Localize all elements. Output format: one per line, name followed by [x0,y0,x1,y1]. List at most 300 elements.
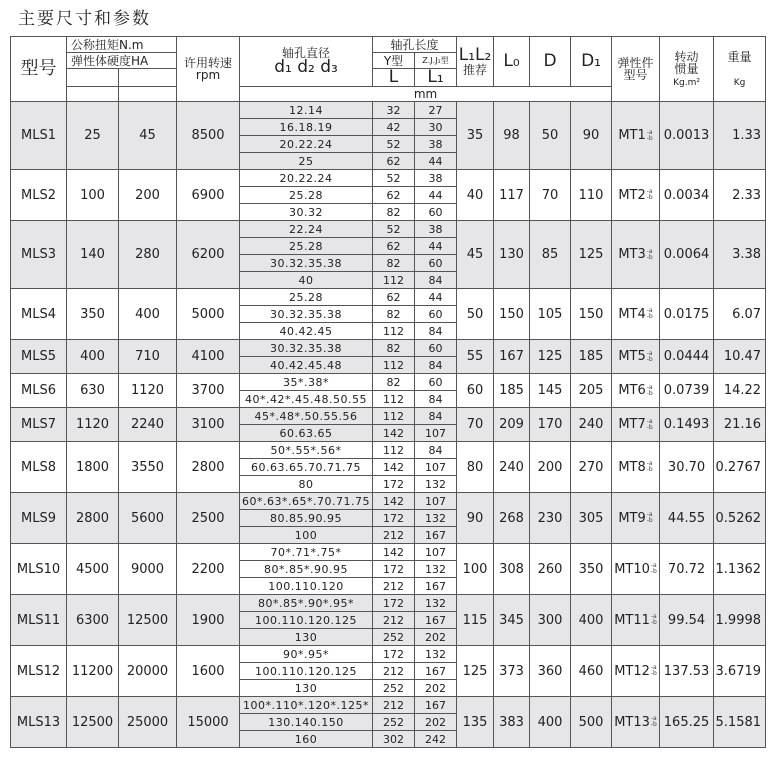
bore-length-l1-cell: 132 [415,561,457,578]
l0-cell: 150 [494,289,530,340]
bore-diameter-cell: 25.28 [240,187,373,204]
bore-length-l1-cell: 167 [415,697,457,714]
bore-length-l1-cell: 202 [415,629,457,646]
bore-length-l1-cell: 60 [415,255,457,272]
model-cell: MLS4 [11,289,67,340]
bore-length-l-cell: 62 [373,289,415,306]
elastic-model-label: MT4 [618,306,646,322]
l1l2-cell: 70 [457,408,494,442]
l1l2-cell: 60 [457,374,494,408]
header-d: D [530,37,571,87]
bore-length-l-cell: 142 [373,425,415,442]
header-weight-label: 重量 [727,49,752,64]
weight-cell: 5.1581 [714,697,766,748]
bore-length-l1-cell: 60 [415,374,457,391]
bore-length-l1-cell: 27 [415,102,457,119]
table-row [11,374,766,391]
header-l1: L₁ [415,69,457,87]
hardness-cell: 12500 [119,595,177,646]
torque-cell: 100 [67,170,119,221]
torque-cell: 1800 [67,442,119,493]
bore-length-l1-cell: 44 [415,289,457,306]
elastic-model-cell [612,595,660,646]
l0-cell: 240 [494,442,530,493]
bore-diameter-cell: 30.32.35.38 [240,255,373,272]
bore-length-l-cell: 172 [373,476,415,493]
l1l2-cell: 90 [457,493,494,544]
model-cell: MLS6 [11,374,67,408]
inertia-cell: 165.25 [660,697,714,748]
torque-cell: 2800 [67,493,119,544]
elastic-model-label: MT12 [614,663,650,679]
model-cell: MLS2 [11,170,67,221]
hardness-cell: 5600 [119,493,177,544]
inertia-cell: 70.72 [660,544,714,595]
bore-diameter-cell: 160 [240,731,373,748]
header-elastic-model [612,37,660,102]
weight-cell: 0.5262 [714,493,766,544]
bore-diameter-cell: 100.110.120.125 [240,663,373,680]
hardness-cell: 45 [119,102,177,170]
bore-length-l1-cell: 132 [415,510,457,527]
bore-diameter-cell: 22.24 [240,221,373,238]
l1l2-cell: 135 [457,697,494,748]
bore-length-l1-cell: 84 [415,391,457,408]
elastic-model-cell [612,102,660,170]
elastic-suffix [647,351,653,363]
bore-diameter-cell: 30.32 [240,204,373,221]
suffix-a: -a [646,307,653,314]
elastic-model-cell [612,408,660,442]
speed-cell: 1900 [177,595,240,646]
suffix-a: -a [646,188,653,195]
header-elastic-2: 型号 [623,68,648,82]
speed-cell: 2500 [177,493,240,544]
suffix-a: -a [646,511,653,518]
model-cell: MLS9 [11,493,67,544]
elastic-model-cell [612,289,660,340]
l1l2-cell: 45 [457,221,494,289]
table-row [11,493,766,510]
bore-length-l1-cell: 107 [415,544,457,561]
bore-diameter-cell: 30.32.35.38 [240,306,373,323]
suffix-b: -b [646,389,653,397]
elastic-model-cell [612,170,660,221]
l0-cell: 345 [494,595,530,646]
table-row [11,646,766,663]
weight-cell: 21.16 [714,408,766,442]
d1-cell: 500 [571,697,612,748]
bore-length-l-cell: 112 [373,391,415,408]
spec-table [10,36,766,748]
d1-cell: 460 [571,646,612,697]
elastic-model-cell [612,697,660,748]
bore-length-l1-cell: 44 [415,187,457,204]
bore-length-l-cell: 212 [373,697,415,714]
hardness-cell: 20000 [119,646,177,697]
d1-cell: 110 [571,170,612,221]
hardness-cell: 3550 [119,442,177,493]
model-cell: MLS3 [11,221,67,289]
elastic-suffix [647,249,653,261]
elastic-model-cell [612,493,660,544]
header-inertia-2: 惯量 [674,61,699,76]
elastic-suffix [651,716,657,728]
speed-cell: 5000 [177,289,240,340]
elastic-suffix [651,563,657,575]
bore-diameter-cell: 40*.42*.45.48.50.55 [240,391,373,408]
bore-diameter-cell: 130.140.150 [240,714,373,731]
header-speed-label: 许用转速 [184,56,233,70]
elastic-model-label: MT1 [618,128,646,143]
weight-cell: 10.47 [714,340,766,374]
bore-length-l-cell: 62 [373,153,415,170]
bore-length-l-cell: 112 [373,323,415,340]
weight-cell: 3.38 [714,221,766,289]
bore-length-l1-cell: 60 [415,204,457,221]
suffix-b: -b [646,194,653,201]
header-l1l2 [457,37,494,87]
header-recommend: 推荐 [463,63,488,77]
table-row [11,221,766,238]
bore-diameter-cell: 25.28 [240,238,373,255]
bore-length-l1-cell: 167 [415,578,457,595]
bore-diameter-cell: 100*.110*.120*.125* [240,697,373,714]
suffix-a: -a [650,562,657,569]
inertia-cell: 137.53 [660,646,714,697]
speed-cell: 2200 [177,544,240,595]
bore-length-l-cell: 142 [373,493,415,510]
bore-length-l1-cell: 84 [415,323,457,340]
header-bore-len: 轴孔长度 [373,37,457,53]
d1-cell: 240 [571,408,612,442]
hardness-cell: 710 [119,340,177,374]
bore-length-l-cell: 82 [373,204,415,221]
bore-length-l1-cell: 132 [415,646,457,663]
bore-length-l1-cell: 84 [415,408,457,425]
bore-length-l1-cell: 167 [415,612,457,629]
weight-cell: 3.6719 [714,646,766,697]
bore-length-l1-cell: 60 [415,340,457,357]
header-weight-unit: Kg [733,77,746,88]
suffix-a: -a [646,383,653,391]
bore-length-l-cell: 172 [373,561,415,578]
model-cell: MLS11 [11,595,67,646]
d-cell: 125 [530,340,571,374]
l0-cell: 185 [494,374,530,408]
bore-length-l1-cell: 107 [415,459,457,476]
header-inertia [660,37,714,102]
bore-length-l-cell: 212 [373,578,415,595]
header-blank-4 [119,87,177,102]
header-l0: L₀ [494,37,530,87]
suffix-a: -a [650,613,657,620]
bore-diameter-cell: 20.22.24 [240,170,373,187]
l1l2-cell: 80 [457,442,494,493]
bore-diameter-cell: 60.63.65.70.71.75 [240,459,373,476]
l1l2-cell: 40 [457,170,494,221]
header-l1l2-label: L₁L₂ [458,45,492,65]
bore-length-l-cell: 252 [373,714,415,731]
bore-length-l-cell: 302 [373,731,415,748]
torque-cell: 630 [67,374,119,408]
d1-cell: 350 [571,544,612,595]
d-cell: 260 [530,544,571,595]
speed-cell: 3100 [177,408,240,442]
bore-length-l-cell: 52 [373,221,415,238]
l1l2-cell: 115 [457,595,494,646]
suffix-b: -b [646,313,653,320]
elastic-model-label: MT3 [618,247,646,262]
d-cell: 200 [530,442,571,493]
bore-diameter-cell: 60*.63*.65*.70.71.75 [240,493,373,510]
header-torque: 公称扭矩N.m [67,37,177,53]
bore-length-l1-cell: 132 [415,595,457,612]
header-model: 型号 [11,37,67,102]
weight-cell: 6.07 [714,289,766,340]
speed-cell: 6900 [177,170,240,221]
bore-length-l1-cell: 38 [415,136,457,153]
d-cell: 170 [530,408,571,442]
model-cell: MLS1 [11,102,67,170]
bore-length-l-cell: 82 [373,340,415,357]
elastic-suffix [647,512,653,524]
header-elastic-1: 弹性件 [617,56,654,70]
torque-cell: 1120 [67,408,119,442]
suffix-b: -b [650,721,657,728]
table-row [11,697,766,714]
l0-cell: 98 [494,102,530,170]
table-row [11,170,766,187]
bore-length-l-cell: 112 [373,272,415,289]
bore-diameter-cell: 60.63.65 [240,425,373,442]
elastic-suffix [647,189,653,201]
bore-length-l-cell: 52 [373,136,415,153]
bore-length-l1-cell: 84 [415,442,457,459]
bore-length-l1-cell: 60 [415,306,457,323]
model-cell: MLS8 [11,442,67,493]
d1-cell: 400 [571,595,612,646]
d1-cell: 125 [571,221,612,289]
header-y-type: Y型 [373,53,415,69]
speed-cell: 3700 [177,374,240,408]
table-row [11,595,766,612]
d1-cell: 305 [571,493,612,544]
inertia-cell: 0.0013 [660,102,714,170]
elastic-suffix [651,665,657,677]
d1-cell: 150 [571,289,612,340]
bore-length-l1-cell: 242 [415,731,457,748]
bore-diameter-cell: 100.110.120.125 [240,612,373,629]
elastic-model-cell [612,544,660,595]
bore-length-l-cell: 82 [373,255,415,272]
bore-length-l-cell: 172 [373,646,415,663]
weight-cell: 1.1362 [714,544,766,595]
header-hardness: 弹性体硬度HA [67,53,177,69]
bore-length-l-cell: 82 [373,306,415,323]
bore-length-l1-cell: 107 [415,493,457,510]
elastic-model-cell [612,374,660,408]
inertia-cell: 99.54 [660,595,714,646]
header-speed-unit: rpm [195,68,221,82]
speed-cell: 6200 [177,221,240,289]
bore-length-l-cell: 82 [373,374,415,391]
suffix-b: -b [646,134,653,142]
elastic-model-label: MT9 [618,510,646,526]
bore-length-l-cell: 252 [373,629,415,646]
elastic-model-label: MT6 [618,383,646,398]
model-cell: MLS10 [11,544,67,595]
table-row [11,289,766,306]
elastic-suffix [647,308,653,320]
elastic-model-label: MT11 [614,612,650,628]
bore-length-l1-cell: 44 [415,153,457,170]
header-inertia-unit: Kg.m² [673,77,700,88]
page-title: 主要尺寸和参数 [18,9,151,29]
d1-cell: 270 [571,442,612,493]
hardness-cell: 2240 [119,408,177,442]
d-cell: 105 [530,289,571,340]
header-blank-3 [67,87,119,102]
suffix-b: -b [650,670,657,677]
bore-length-l-cell: 42 [373,119,415,136]
suffix-b: -b [646,466,653,473]
weight-cell: 0.2767 [714,442,766,493]
suffix-a: -a [646,417,653,425]
model-cell: MLS12 [11,646,67,697]
l0-cell: 167 [494,340,530,374]
header-bore-dia [240,37,373,87]
l0-cell: 117 [494,170,530,221]
bore-diameter-cell: 12.14 [240,102,373,119]
d-cell: 360 [530,646,571,697]
torque-cell: 4500 [67,544,119,595]
elastic-model-label: MT5 [618,349,646,364]
bore-diameter-cell: 80.85.90.95 [240,510,373,527]
elastic-suffix [647,385,653,397]
bore-length-l-cell: 62 [373,187,415,204]
l1l2-cell: 55 [457,340,494,374]
bore-length-l-cell: 52 [373,170,415,187]
table-row [11,544,766,561]
elastic-model-cell [612,221,660,289]
model-cell: MLS7 [11,408,67,442]
inertia-cell: 0.0444 [660,340,714,374]
header-blank-1 [67,69,119,87]
bore-diameter-cell: 80*.85*.90.95 [240,561,373,578]
l1l2-cell: 125 [457,646,494,697]
bore-diameter-cell: 130 [240,629,373,646]
bore-length-l-cell: 62 [373,238,415,255]
inertia-cell: 0.0739 [660,374,714,408]
suffix-b: -b [646,423,653,431]
inertia-cell: 0.0034 [660,170,714,221]
table-row [11,442,766,459]
speed-cell: 1600 [177,646,240,697]
hardness-cell: 400 [119,289,177,340]
bore-length-l-cell: 112 [373,442,415,459]
bore-length-l-cell: 212 [373,663,415,680]
d1-cell: 90 [571,102,612,170]
bore-diameter-cell: 90*.95* [240,646,373,663]
bore-length-l-cell: 172 [373,510,415,527]
bore-length-l1-cell: 38 [415,221,457,238]
bore-length-l1-cell: 132 [415,476,457,493]
d-cell: 50 [530,102,571,170]
header-l: L [373,69,415,87]
suffix-b: -b [646,253,653,261]
torque-cell: 11200 [67,646,119,697]
suffix-a: -a [646,247,653,255]
bore-diameter-cell: 25.28 [240,289,373,306]
l0-cell: 373 [494,646,530,697]
d-cell: 85 [530,221,571,289]
model-cell: MLS5 [11,340,67,374]
suffix-a: -a [650,664,657,671]
bore-length-l-cell: 142 [373,459,415,476]
suffix-b: -b [650,619,657,626]
torque-cell: 6300 [67,595,119,646]
elastic-suffix [647,130,653,142]
suffix-b: -b [650,568,657,575]
torque-cell: 12500 [67,697,119,748]
spec-table-body [11,102,766,748]
torque-cell: 350 [67,289,119,340]
weight-cell: 1.9998 [714,595,766,646]
suffix-b: -b [646,517,653,524]
elastic-suffix [651,614,657,626]
l1l2-cell: 35 [457,102,494,170]
elastic-model-label: MT8 [618,459,646,475]
bore-length-l-cell: 112 [373,408,415,425]
l0-cell: 308 [494,544,530,595]
header-bore-dia-label: 轴孔直径 [282,46,331,60]
bore-diameter-cell: 40 [240,272,373,289]
bore-length-l1-cell: 167 [415,527,457,544]
l0-cell: 268 [494,493,530,544]
d-cell: 300 [530,595,571,646]
bore-length-l-cell: 172 [373,595,415,612]
bore-length-l1-cell: 202 [415,680,457,697]
bore-diameter-cell: 25 [240,153,373,170]
table-row [11,408,766,425]
elastic-model-cell [612,646,660,697]
bore-length-l-cell: 212 [373,612,415,629]
elastic-model-label: MT13 [614,714,650,730]
speed-cell: 15000 [177,697,240,748]
l0-cell: 130 [494,221,530,289]
bore-diameter-cell: 35*.38* [240,374,373,391]
l0-cell: 383 [494,697,530,748]
bore-diameter-cell: 130 [240,680,373,697]
bore-length-l1-cell: 107 [415,425,457,442]
speed-cell: 8500 [177,102,240,170]
elastic-model-cell [612,340,660,374]
bore-diameter-cell: 80 [240,476,373,493]
header-weight [714,37,766,102]
bore-diameter-cell: 50*.55*.56* [240,442,373,459]
suffix-a: -a [650,715,657,722]
bore-length-l1-cell: 84 [415,357,457,374]
bore-length-l1-cell: 44 [415,238,457,255]
suffix-a: -a [646,128,653,136]
elastic-suffix [647,419,653,431]
header-bore-dia-symbols: d₁ d₂ d₃ [274,57,338,77]
bore-length-l1-cell: 202 [415,714,457,731]
speed-cell: 4100 [177,340,240,374]
inertia-cell: 0.0175 [660,289,714,340]
hardness-cell: 1120 [119,374,177,408]
